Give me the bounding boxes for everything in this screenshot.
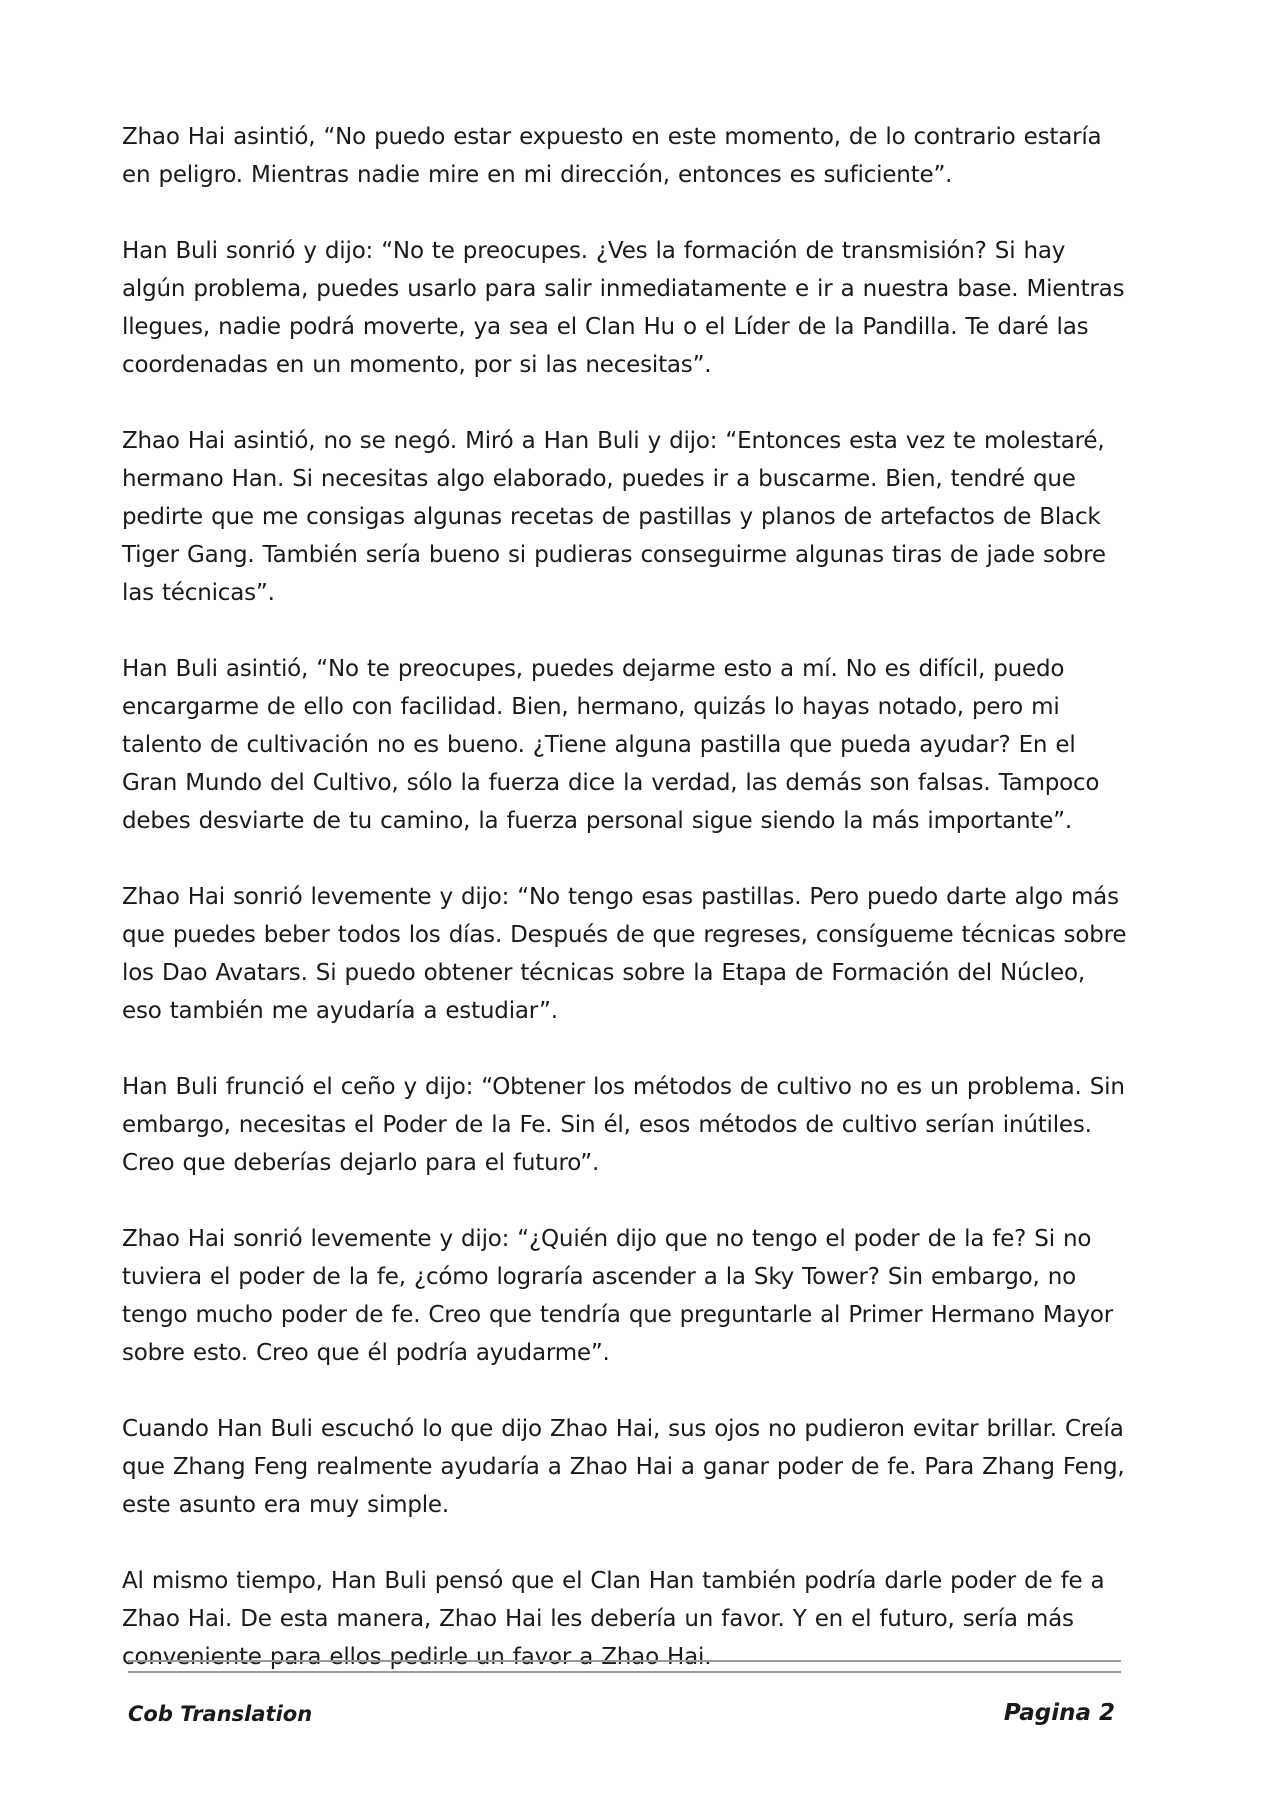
- footer-divider-top: [128, 1660, 1121, 1662]
- paragraph: Zhao Hai sonrió levemente y dijo: “¿Quién dijo que no tengo el poder de la fe? Si no tuviera el poder de la fe, ¿cómo lograría ascender a la Sky Tower? Sin embargo, no tengo mucho poder de fe. Creo que tendría que preguntarle al Primer Hermano Mayor sobre esto. Creo que él podría ayudarme”.: [122, 1226, 1113, 1366]
- footer-page-number: Pagina 2: [1003, 1700, 1115, 1726]
- paragraph: Cuando Han Buli escuchó lo que dijo Zhao Hai, sus ojos no pudieron evitar brillar. Creía que Zhang Feng realmente ayudaría a Zhao Hai a ganar poder de fe. Para Zhang Feng, este asunto era muy simple.: [122, 1416, 1125, 1518]
- paragraph: Han Buli frunció el ceño y dijo: “Obtener los métodos de cultivo no es un problema. Sin embargo, necesitas el Poder de la Fe. Sin él, esos métodos de cultivo serían inútiles. Creo que deberías dejarlo para el futuro”.: [122, 1074, 1125, 1176]
- paragraph: Zhao Hai asintió, “No puedo estar expuesto en este momento, de lo contrario estaría en peligro. Mientras nadie mire en mi dirección, entonces es suficiente”.: [122, 124, 1102, 188]
- paragraph: Han Buli asintió, “No te preocupes, puedes dejarme esto a mí. No es difícil, puedo encargarme de ello con facilidad. Bien, hermano, quizás lo hayas notado, pero mi talento de cultivación no es bueno. ¿Tiene alguna pastilla que pueda ayudar? En el Gran Mundo del Cultivo, sólo la fuerza dice la verdad, las demás son falsas. Tampoco debes desviarte de tu camino, la fuerza personal sigue siendo la más importante”.: [122, 656, 1100, 834]
- paragraph: Han Buli sonrió y dijo: “No te preocupes. ¿Ves la formación de transmisión? Si hay algún problema, puedes usarlo para salir inmediatamente e ir a nuestra base. Mientras llegues, nadie podrá moverte, ya sea el Clan Hu o el Líder de la Pandilla. Te daré las coordenadas en un momento, por si las necesitas”.: [122, 238, 1125, 378]
- footer-translator-credit: Cob Translation: [128, 1702, 313, 1726]
- paragraph: Zhao Hai asintió, no se negó. Miró a Han Buli y dijo: “Entonces esta vez te molestaré, hermano Han. Si necesitas algo elaborado, puedes ir a buscarme. Bien, tendré que pedirte que me consigas algunas recetas de pastillas y planos de artefactos de Black Tiger Gang. También sería bueno si pudieras conseguirme algunas tiras de jade sobre las técnicas”.: [122, 428, 1106, 606]
- paragraph: Zhao Hai sonrió levemente y dijo: “No tengo esas pastillas. Pero puedo darte algo más que puedes beber todos los días. Después de que regreses, consígueme técnicas sobre los Dao Avatars. Si puedo obtener técnicas sobre la Etapa de Formación del Núcleo, eso también me ayudaría a estudiar”.: [122, 884, 1127, 1024]
- footer-divider-bottom: [128, 1671, 1121, 1673]
- body-text: [122, 118, 1132, 1714]
- paragraph: Al mismo tiempo, Han Buli pensó que el Clan Han también podría darle poder de fe a Zhao Hai. De esta manera, Zhao Hai les debería un favor. Y en el futuro, sería más conveniente para ellos pedirle un favor a Zhao Hai.: [122, 1568, 1105, 1670]
